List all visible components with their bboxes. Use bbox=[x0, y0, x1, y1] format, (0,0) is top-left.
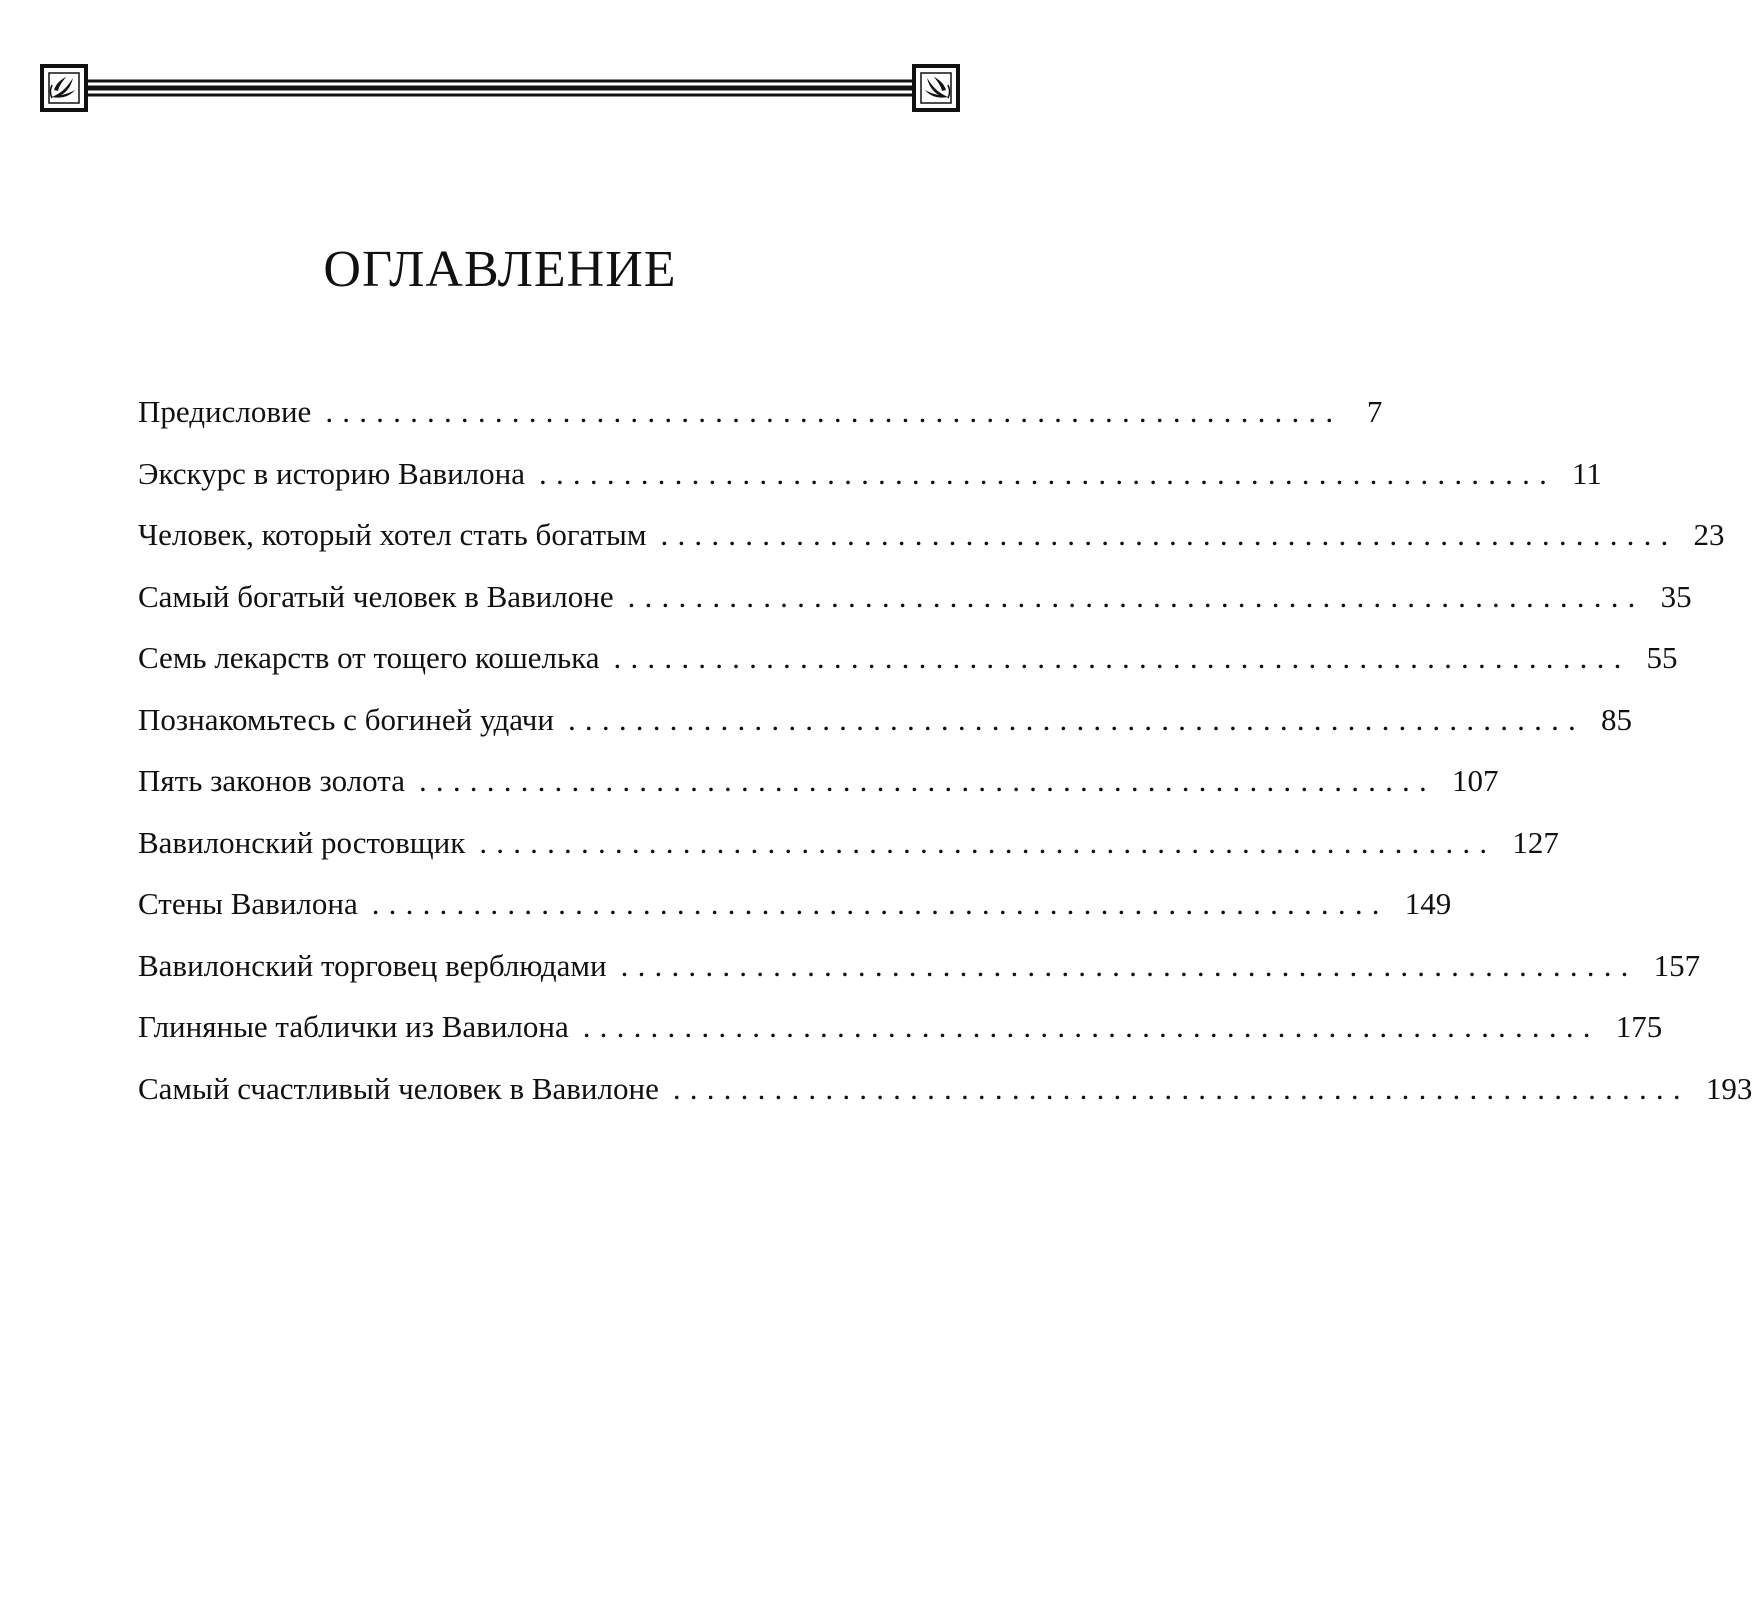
toc-entry[interactable] bbox=[138, 882, 1452, 944]
toc-dot-leader: ............................................................ bbox=[418, 763, 1436, 798]
toc-entry[interactable] bbox=[138, 1067, 1752, 1129]
toc-entry-title: Экскурс в историю Вавилона bbox=[138, 455, 526, 491]
toc-entry-title: Пять законов золота bbox=[138, 763, 405, 798]
toc-dot-leader: ............................................................ bbox=[539, 455, 1557, 491]
toc-entry-title: Вавилонский ростовщик bbox=[138, 824, 466, 860]
toc-page-number: 175 bbox=[1615, 1009, 1663, 1044]
toc-page-number: 193 bbox=[1705, 1070, 1752, 1106]
toc-dot-leader: ............................................................ bbox=[660, 517, 1678, 552]
toc-page-number: 35 bbox=[1660, 578, 1692, 614]
toc-entry-title: Стены Вавилона bbox=[138, 886, 358, 921]
toc-entry-title: Глиняные таблички из Вавилона bbox=[138, 1009, 569, 1044]
toc-dot-leader: ............................................................ bbox=[325, 394, 1343, 429]
toc-entry-title: Человек, который хотел стать богатым bbox=[138, 517, 647, 552]
toc-entry[interactable] bbox=[138, 1005, 1663, 1067]
toc-dot-leader: ............................................................ bbox=[582, 1009, 1600, 1044]
toc-entry-title: Предисловие bbox=[138, 394, 312, 429]
toc-entry-title: Самый счастливый человек в Вавилоне bbox=[138, 1070, 659, 1106]
toc-dot-leader: ............................................................ bbox=[371, 886, 1389, 921]
header-ornament bbox=[40, 64, 960, 112]
toc-entry[interactable] bbox=[138, 821, 1559, 883]
left-ornament-box bbox=[42, 66, 86, 110]
toc-dot-leader: ............................................................ bbox=[620, 947, 1638, 983]
toc-page-number: 149 bbox=[1404, 886, 1452, 921]
toc-page-number: 11 bbox=[1572, 455, 1602, 491]
toc-page-number: 23 bbox=[1693, 517, 1725, 552]
toc-page-number: 7 bbox=[1366, 394, 1383, 429]
toc-dot-leader: ............................................................ bbox=[672, 1070, 1690, 1106]
toc-entry-title: Семь лекарств от тощего кошелька bbox=[138, 640, 600, 675]
toc-page-number: 157 bbox=[1653, 947, 1701, 983]
toc-entry[interactable] bbox=[138, 390, 1383, 452]
toc-page-number: 107 bbox=[1451, 763, 1499, 798]
toc-dot-leader: ............................................................ bbox=[479, 824, 1497, 860]
page-title: ОГЛАВЛЕНИЕ bbox=[323, 241, 677, 298]
toc-page-number: 55 bbox=[1646, 640, 1678, 675]
toc-entry[interactable] bbox=[138, 575, 1692, 637]
toc-entry[interactable] bbox=[138, 452, 1602, 514]
right-ornament-box bbox=[914, 66, 958, 110]
toc-entry[interactable] bbox=[138, 944, 1701, 1006]
toc-page-number: 127 bbox=[1512, 824, 1559, 860]
toc-list bbox=[138, 390, 1752, 1128]
ornament-rules bbox=[88, 81, 912, 95]
toc-dot-leader: ............................................................ bbox=[627, 578, 1645, 614]
toc-entry[interactable] bbox=[138, 636, 1678, 698]
toc-entry-title: Самый богатый человек в Вавилоне bbox=[138, 578, 614, 614]
toc-page-number: 85 bbox=[1600, 701, 1632, 737]
toc-entry-title: Познакомьтесь с богиней удачи bbox=[138, 701, 554, 737]
toc-dot-leader: ............................................................ bbox=[567, 701, 1585, 737]
toc-entry[interactable] bbox=[138, 759, 1499, 821]
toc-entry[interactable] bbox=[138, 698, 1632, 760]
toc-entry-title: Вавилонский торговец верблюдами bbox=[138, 947, 607, 983]
toc-dot-leader: ............................................................ bbox=[613, 640, 1631, 675]
toc-entry[interactable] bbox=[138, 513, 1725, 575]
